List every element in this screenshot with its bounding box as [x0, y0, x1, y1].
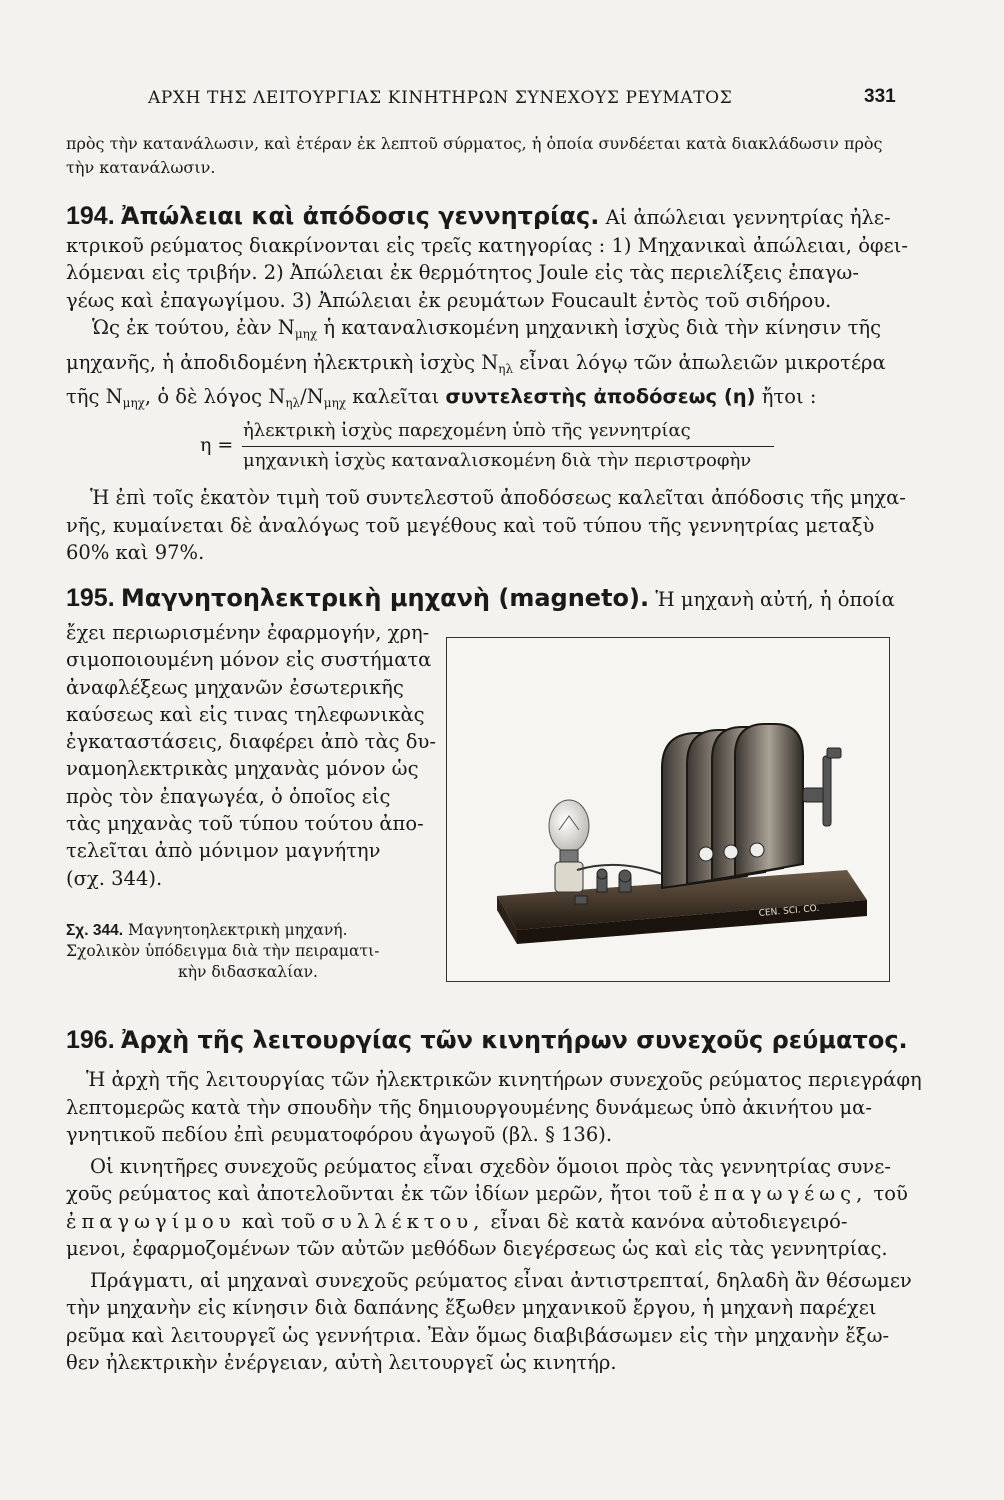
section-195-heading [66, 585, 906, 614]
section-heading-196 [66, 1027, 906, 1056]
caption-line [66, 920, 436, 941]
spaced-term: συλλέκτου, [321, 1209, 485, 1233]
text-run: Ὡς ἐκ τούτου, ἐὰν N [92, 316, 295, 339]
text-line: ἀναφλέξεως μηχανῶν ἐσωτερικῆς [66, 675, 404, 699]
light-bulb [549, 800, 589, 892]
section-number: 194. [66, 202, 115, 230]
text-line: ρεῦμα καὶ λειτουργεῖ ὡς γεννήτρια. Ἐὰν ὅμως διαβιβάσωμεν εἰς τὴν μηχανὴν ἔξω- [66, 1323, 890, 1347]
text-line: Ἡ ἐπὶ τοῖς ἑκατὸν τιμὴ τοῦ συντελεστοῦ ἀποδόσεως καλεῖται ἀπόδοσις τῆς μηχα- [90, 486, 906, 509]
text-run: ἤτοι : [761, 385, 817, 408]
bold-term: συντελεστὴς ἀποδόσεως (η) [445, 385, 756, 408]
caption-line: Σχολικὸν ὑπόδειγμα διὰ τὴν πειραματι- [66, 942, 380, 960]
caption-label: Σχ. 344. [66, 922, 124, 939]
caption-text: Μαγνητοηλεκτρικὴ μηχανή. [127, 921, 348, 939]
text-line: ναμοηλεκτρικὰς μηχανὰς μόνον ὡς [66, 757, 419, 781]
horseshoe-magnets [662, 724, 803, 888]
text-run: τῆς N [66, 385, 123, 408]
text-line: Πράγματι, αἱ μηχαναὶ συνεχοῦς ρεύματος εἶναι ἀντιστρεπταί, δηλαδὴ ἂν θέσωμεν [90, 1268, 912, 1292]
page-number: 331 [864, 86, 896, 107]
text-run: /N [300, 385, 324, 408]
text-run: εἶναι δὲ κατὰ κανόνα αὐτοδιεγειρό- [490, 1209, 848, 1233]
text-line: τὴν κατανάλωσιν. [66, 158, 216, 177]
intro-paragraph [66, 132, 904, 180]
section-heading-195 [66, 585, 906, 614]
hand-crank [803, 748, 841, 826]
text-line: γέως καὶ ἐπαγωγίμου. 3) Ἀπώλειαι ἐκ ρευμάτων Foucault ἐντὸς τοῦ σιδήρου. [66, 288, 832, 312]
spaced-term: ἐπαγωγίμου [66, 1209, 236, 1233]
caption-line: κὴν διδασκαλίαν. [178, 963, 318, 981]
section-194 [66, 203, 906, 418]
text-run: καλεῖται [352, 385, 440, 408]
subscript: μηχ [122, 396, 145, 410]
text-line [66, 349, 906, 384]
efficiency-formula [200, 420, 800, 476]
section-title: Ἀρχὴ τῆς λειτουργίας τῶν κινητήρων συνεχοῦς ρεύματος. [120, 1026, 908, 1054]
text-line: θεν ἠλεκτρικὴν ἐνέργειαν, αὐτὴ λειτουργεῖ ὡς κινητήρ. [66, 1351, 617, 1374]
text-run: , ὁ δὲ λόγος N [144, 385, 286, 408]
section-title: Ἀπώλειαι καὶ ἀπόδοσις γεννητρίας. [120, 202, 600, 230]
text-line: ἐγκαταστάσεις, διαφέρει ἀπὸ τὰς δυ- [66, 730, 436, 754]
paragraph [66, 484, 906, 567]
subscript: μηχ [294, 327, 318, 341]
section-196 [66, 1027, 906, 1056]
section-195-body [66, 619, 436, 892]
text-run: ἡ καταναλισκομένη μηχανικὴ ἰσχὺς διὰ τὴν κίνησιν τῆς [323, 316, 882, 339]
spaced-term: ἐπαγωγέως, [698, 1182, 868, 1205]
text-line: λόμεναι εἰς τριβήν. 2) Ἀπώλειαι ἐκ θερμότητος Joule εἰς τὰς περιελίξεις ἐπαγω- [66, 261, 859, 284]
text-run: μηχανῆς, ἡ ἀποδιδομένη ἠλεκτρικὴ ἰσχὺς N [66, 350, 499, 374]
section-number: 195. [66, 584, 115, 612]
subscript: μηχ [323, 396, 347, 410]
formula-lhs: η = [200, 434, 234, 456]
text-run: Αἱ ἀπώλειαι γεννητρίας ἠλε- [605, 206, 891, 229]
text-line: (σχ. 344). [66, 866, 163, 890]
text-line: γνητικοῦ πεδίου ἐπὶ ρευματοφόρου ἀγωγοῦ (βλ. § 136). [66, 1123, 613, 1146]
subscript: ηλ [498, 361, 514, 376]
section-title: Μαγνητοηλεκτρικὴ μηχανὴ (magneto). [120, 584, 650, 612]
text-line: τὰς μηχανὰς τοῦ τύπου τούτου ἀπο- [66, 812, 424, 836]
text-line: τελεῖται ἀπὸ μόνιμον μαγνήτην [66, 839, 381, 863]
text-line: ἔχει περιωρισμένην ἐφαρμογήν, χρη- [66, 621, 430, 644]
text-line: Οἱ κινητῆρες συνεχοῦς ρεύματος εἶναι σχεδὸν ὅμοιοι πρὸς τὰς γεννητρίας συνε- [90, 1154, 891, 1178]
text-line: τὴν μηχανὴν εἰς κίνησιν διὰ δαπάνης ἔξωθεν μηχανικοῦ ἔργου, ἡ μηχανὴ παρέχει [66, 1296, 877, 1319]
text-run: τοῦ [873, 1182, 908, 1205]
text-line: λεπτομερῶς κατὰ τὴν σπουδὴν τῆς δημιουργουμένης δυνάμεως ὑπὸ ἀκινήτου μα- [66, 1095, 872, 1119]
text-line [66, 1208, 906, 1236]
text-line: 60% καὶ 97%. [66, 541, 205, 564]
fraction-bar [242, 446, 774, 447]
text-line: Ἡ ἀρχὴ τῆς λειτουργίας τῶν ἠλεκτρικῶν κινητήρων συνεχοῦς ρεύματος περιεγράφη [86, 1068, 922, 1091]
section-number: 196. [66, 1026, 115, 1054]
text-line [66, 314, 906, 349]
magneto-machine-illustration [447, 638, 888, 980]
running-title: ΑΡΧΗ ΤΗΣ ΛΕΙΤΟΥΡΓΙΑΣ ΚΙΝΗΤΗΡΩΝ ΣΥΝΕΧΟΥΣ ΡΕΥΜΑΤΟΣ [148, 88, 733, 108]
text-line [66, 383, 906, 418]
text-line: μενοι, ἐφαρμοζομένων τῶν αὐτῶν μεθόδων διεγέρσεως ὡς καὶ εἰς τὰς γεννητρίας. [66, 1237, 888, 1260]
subscript: ηλ [285, 396, 301, 410]
text-line: πρὸς τὴν κατανάλωσιν, καὶ ἑτέραν ἐκ λεπτοῦ σύρματος, ἡ ὁποία συνδέεται κατὰ διακλάδωσιν πρὸς [66, 134, 883, 153]
maker-plate: CEN. SCI. CO. [758, 903, 820, 919]
figure-344 [446, 637, 890, 982]
section-heading-194 [66, 203, 906, 232]
text-run: χοῦς ρεύματος καὶ ἀποτελοῦνται ἐκ τῶν ἰδίων μερῶν, ἤτοι τοῦ [66, 1182, 693, 1205]
text-line: νῆς, κυμαίνεται δὲ ἀναλόγως τοῦ μεγέθους καὶ τοῦ τύπου τῆς γεννητρίας μεταξὺ [66, 513, 875, 537]
text-run: εἶναι λόγῳ τῶν ἀπωλειῶν μικροτέρα [519, 350, 886, 374]
formula-denominator: μηχανικὴ ἰσχὺς καταναλισκομένη διὰ τὴν περιστροφὴν [243, 450, 752, 471]
figure-caption [66, 920, 436, 983]
text-line: πρὸς τὸν ἐπαγωγέα, ὁ ὁποῖος εἰς [66, 784, 391, 808]
text-line [66, 1180, 906, 1208]
formula-numerator: ἠλεκτρικὴ ἰσχὺς παρεχομένη ὑπὸ τῆς γεννητρίας [243, 420, 691, 441]
text-run: Ἡ μηχανὴ αὐτή, ἡ ὁποία [655, 588, 895, 611]
text-line: σιμοποιουμένη μόνον εἰς συστήματα [66, 648, 432, 672]
text-line: κτρικοῦ ρεύματος διακρίνονται εἰς τρεῖς κατηγορίας : 1) Μηχανικαὶ ἀπώλειαι, ὀφει- [66, 233, 908, 257]
text-run: καὶ τοῦ [241, 1209, 316, 1233]
text-line: καύσεως καὶ εἰς τινας τηλεφωνικὰς [66, 702, 425, 726]
paragraph [66, 1066, 922, 1377]
